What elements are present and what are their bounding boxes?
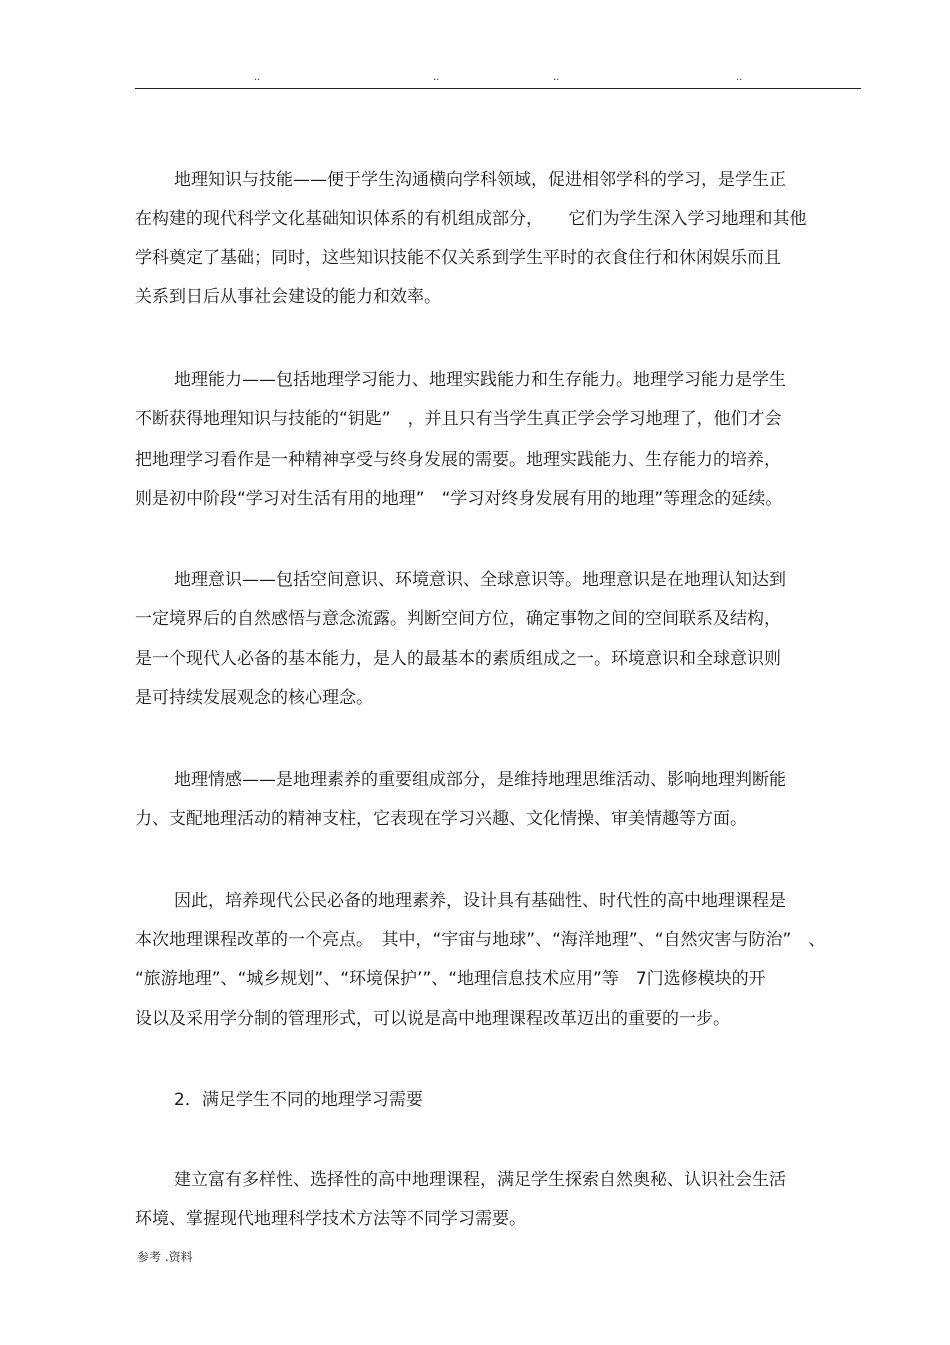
footer-label: 参考 .资料 — [137, 1250, 193, 1264]
text-line: 力、支配地理活动的精神支柱，它表现在学习兴趣、文化情操、审美情趣等方面。 — [135, 809, 747, 829]
text-line: 环境、掌握现代地理科学技术方法等不同学习需要。 — [135, 1209, 526, 1229]
text-line: 一定境界后的自然感悟与意念流露。判断空间方位，确定事物之间的空间联系及结构， — [135, 609, 781, 629]
text-line: 地理意识——包括空间意识、环境意识、全球意识等。地理意识是在地理认知达到 — [174, 570, 786, 590]
text-line: “旅游地理”、“城乡规划”、“环境保护’”、“地理信息技术应用”等 7门选修模块的开 — [135, 969, 766, 989]
text-line: 关系到日后从事社会建设的能力和效率。 — [135, 287, 441, 307]
text-line: 学科奠定了基础；同时，这些知识技能不仅关系到学生平时的衣食住行和休闲娱乐而且 — [135, 248, 781, 268]
page-header — [0, 72, 950, 86]
text-line: 不断获得地理知识与技能的“钥匙” ，并且只有当学生真正学会学习地理了，他们才会 — [135, 409, 782, 429]
text-line: 设以及采用学分制的管理形式，可以说是高中地理课程改革迈出的重要的一步。 — [135, 1009, 730, 1029]
header-mark: .. — [254, 72, 261, 83]
section-title: 2．满足学生不同的地理学习需要 — [174, 1090, 423, 1110]
header-mark: .. — [553, 72, 560, 83]
text-line: 则是初中阶段“学习对生活有用的地理” “学习对终身发展有用的地理”等理念的延续。 — [135, 489, 783, 509]
text-line: 地理能力——包括地理学习能力、地理实践能力和生存能力。地理学习能力是学生 — [174, 370, 786, 390]
text-line: 是一个现代人必备的基本能力，是人的最基本的素质组成之一。环境意识和全球意识则 — [135, 649, 781, 669]
text-line: 把地理学习看作是一种精神享受与终身发展的需要。地理实践能力、生存能力的培养， — [135, 450, 781, 470]
text-line: 是可持续发展观念的核心理念。 — [135, 688, 373, 708]
text-line: 在构建的现代科学文化基础知识体系的有机组成部分， 它们为学生深入学习地理和其他 — [135, 209, 807, 229]
text-line: 建立富有多样性、选择性的高中地理课程，满足学生探索自然奥秘、认识社会生活 — [174, 1170, 786, 1190]
text-line: 本次地理课程改革的一个亮点。 其中，“宇宙与地球”、“海洋地理”、“自然灾害与防治” 、 — [135, 930, 826, 950]
text-line: 因此，培养现代公民必备的地理素养，设计具有基础性、时代性的高中地理课程是 — [174, 891, 786, 911]
text-line: 地理情感——是地理素养的重要组成部分，是维持地理思维活动、影响地理判断能 — [174, 770, 786, 790]
text-line: 地理知识与技能——便于学生沟通横向学科领域，促进相邻学科的学习，是学生正 — [174, 170, 786, 190]
header-mark: .. — [433, 72, 440, 83]
header-mark: .. — [736, 72, 743, 83]
header-rule — [135, 88, 861, 89]
